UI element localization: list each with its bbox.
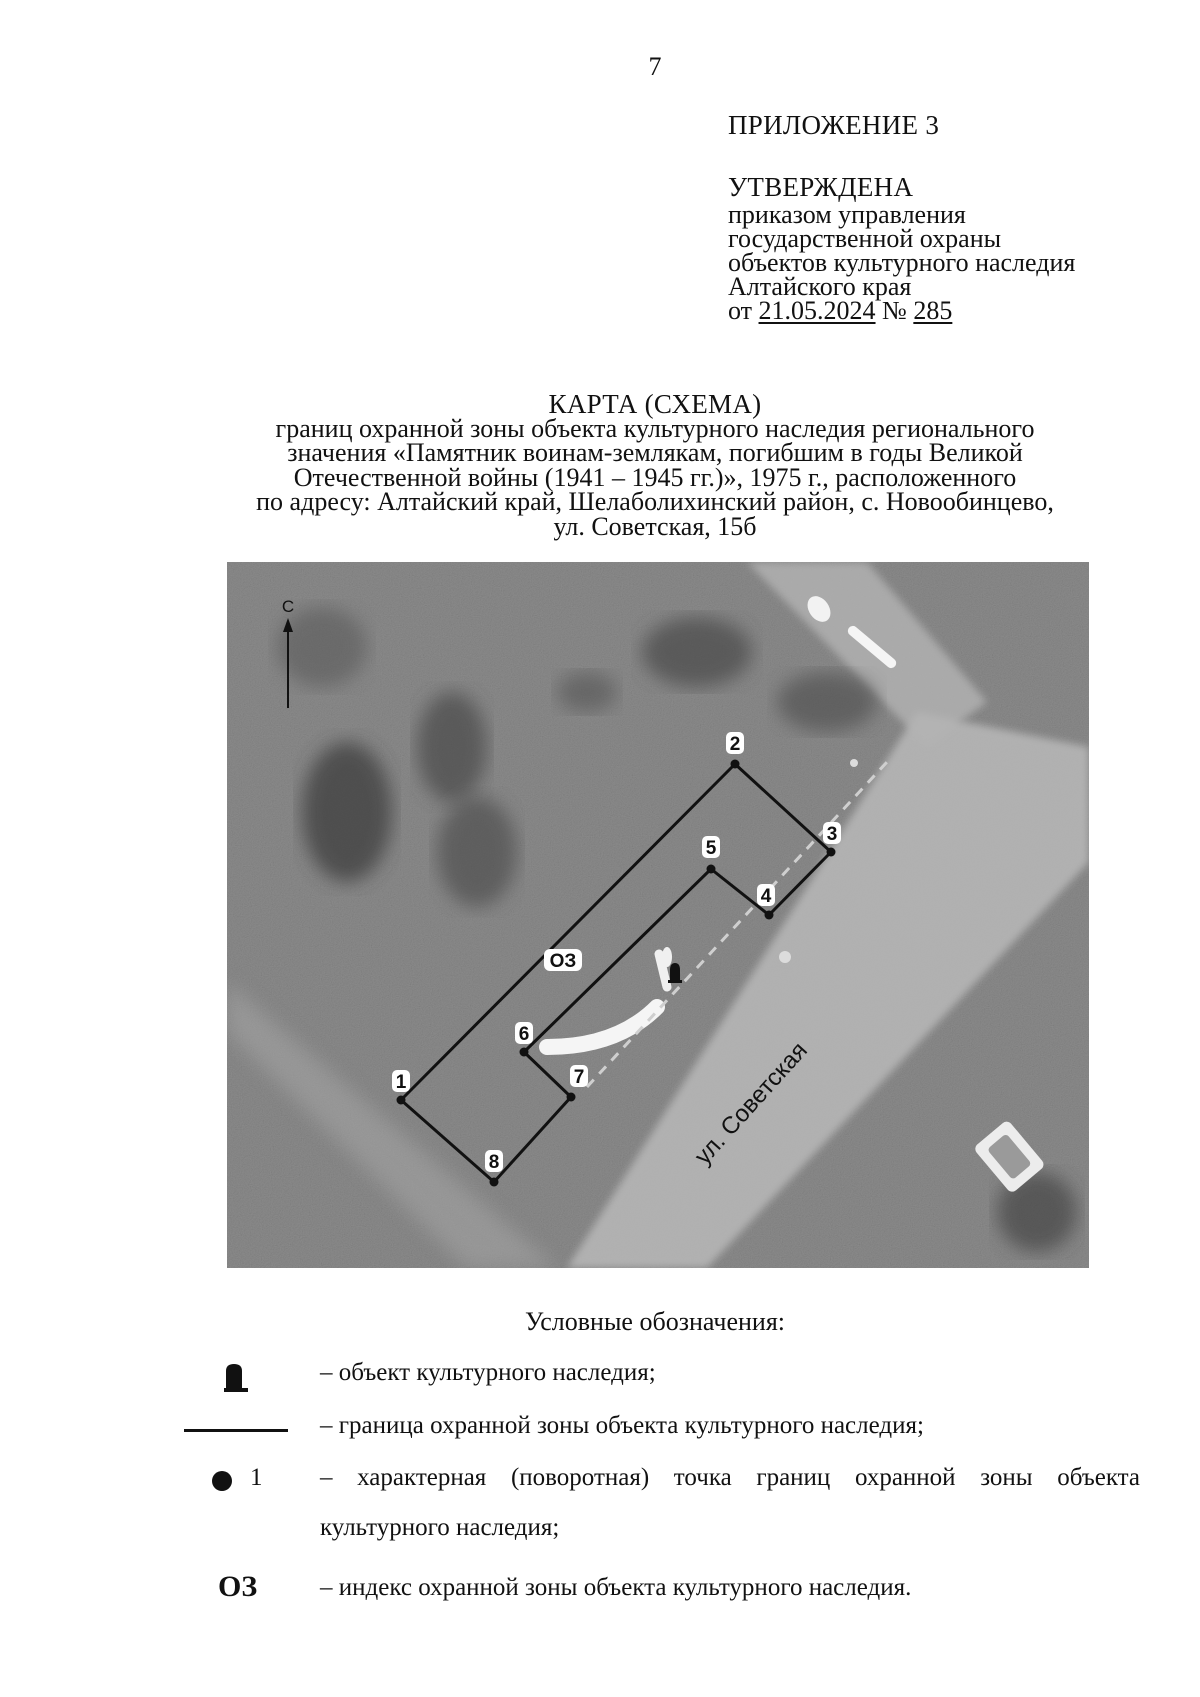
map-svg bbox=[227, 562, 1089, 1268]
title-heading: КАРТА (СХЕМА) bbox=[548, 389, 762, 419]
boundary-line-symbol bbox=[184, 1429, 288, 1432]
number-sign: № bbox=[882, 296, 907, 325]
legend-item-zone-index bbox=[0, 1570, 1200, 1610]
legend-text: – индекс охранной зоны объекта культурного наследия. bbox=[320, 1574, 912, 1601]
approval-line: объектов культурного наследия bbox=[728, 248, 1076, 277]
point-4 bbox=[765, 911, 774, 920]
point-3 bbox=[827, 848, 836, 857]
approval-block bbox=[728, 172, 1076, 325]
approval-line: государственной охраны bbox=[728, 224, 1002, 253]
point-symbol bbox=[212, 1471, 232, 1491]
legend-text-continued: культурного наследия; bbox=[320, 1514, 560, 1541]
point-label-6: 6 bbox=[518, 1024, 530, 1045]
approval-line: приказом управления bbox=[728, 200, 966, 229]
approval-date: 21.05.2024 bbox=[758, 296, 876, 325]
title-line: по адресу: Алтайский край, Шелаболихинский район, с. Новообинцево, bbox=[256, 487, 1054, 516]
title-line: ул. Советская, 15б bbox=[553, 511, 757, 541]
approval-line: Алтайского края bbox=[728, 272, 912, 301]
approval-heading: УТВЕРЖДЕНА bbox=[728, 172, 914, 202]
point-label-5: 5 bbox=[705, 838, 717, 859]
point-6 bbox=[520, 1048, 529, 1057]
point-5 bbox=[707, 865, 716, 874]
title-line: границ охранной зоны объекта культурного наследия регионального bbox=[275, 413, 1035, 443]
point-label-8: 8 bbox=[488, 1152, 500, 1173]
point-label-7: 7 bbox=[573, 1067, 585, 1088]
appendix-label: ПРИЛОЖЕНИЕ 3 bbox=[728, 110, 940, 140]
legend-item-point bbox=[0, 1460, 1200, 1560]
document-title bbox=[180, 389, 1130, 541]
date-prefix: от bbox=[728, 296, 753, 325]
satellite-image bbox=[227, 562, 1089, 1268]
monument-icon bbox=[222, 1361, 252, 1393]
point-symbol-label: 1 bbox=[250, 1464, 263, 1491]
zone-index-label: ОЗ bbox=[549, 951, 577, 972]
map-scheme bbox=[227, 562, 1089, 1268]
approval-date-line bbox=[728, 296, 1075, 325]
legend-text: – объект культурного наследия; bbox=[320, 1359, 656, 1386]
legend-text: – характерная (поворотная) точка границ охранной зоны объекта bbox=[320, 1464, 1140, 1491]
point-label-2: 2 bbox=[729, 734, 741, 755]
title-line: значения «Памятник воинам-землякам, погибшим в годы Великой bbox=[287, 438, 1023, 467]
page-number: 7 bbox=[648, 52, 662, 81]
point-7 bbox=[567, 1093, 576, 1102]
point-8 bbox=[490, 1178, 499, 1187]
zone-index-symbol: ОЗ bbox=[218, 1570, 258, 1603]
point-1 bbox=[397, 1096, 406, 1105]
title-line: Отечественной войны (1941 – 1945 гг.)», 1975 г., расположенного bbox=[293, 462, 1017, 492]
legend-title: Условные обозначения: bbox=[524, 1307, 786, 1336]
approval-number: 285 bbox=[913, 296, 953, 325]
north-label: С bbox=[281, 597, 295, 616]
street-label: ул. Советская bbox=[689, 1037, 813, 1171]
legend-item-monument bbox=[0, 1355, 1200, 1395]
legend-text: – граница охранной зоны объекта культурного наследия; bbox=[320, 1412, 924, 1439]
point-label-1: 1 bbox=[395, 1072, 407, 1093]
legend-item-boundary bbox=[0, 1408, 1200, 1448]
point-label-3: 3 bbox=[826, 824, 838, 845]
point-2 bbox=[731, 760, 740, 769]
point-label-4: 4 bbox=[760, 886, 772, 907]
